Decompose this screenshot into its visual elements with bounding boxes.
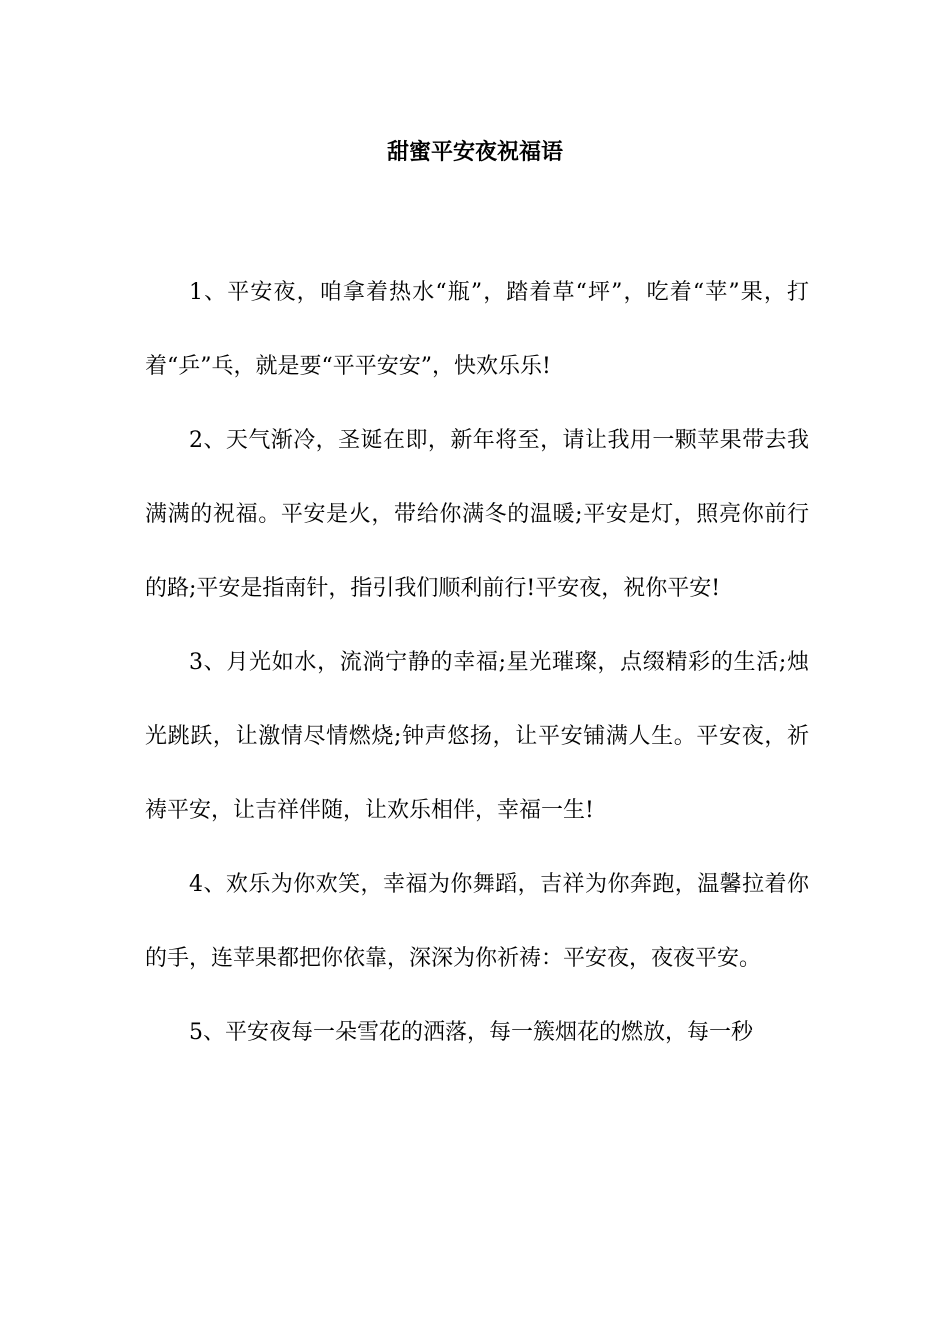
paragraph-5: 5、平安夜每一朵雪花的洒落，每一簇烟花的燃放，每一秒 — [189, 1020, 753, 1045]
page-title: 甜蜜平安夜祝福语 — [386, 140, 563, 165]
document-body — [145, 256, 809, 1070]
paragraph-4: 4、欢乐为你欢笑，幸福为你舞蹈，吉祥为你奔跑，温馨拉着你的手，连苹果都把你依靠，深深为你祈祷：平安夜，夜夜平安。 — [145, 872, 809, 971]
paragraph-2: 2、天气渐冷，圣诞在即，新年将至，请让我用一颗苹果带去我满满的祝福。平安是火，带给你满冬的温暖;平安是灯，照亮你前行的路;平安是指南针，指引我们顺利前行!平安夜，祝你平安! — [145, 428, 809, 601]
paragraph-3: 3、月光如水，流淌宁静的幸福;星光璀璨，点缀精彩的生活;烛光跳跃，让激情尽情燃烧;钟声悠扬，让平安铺满人生。平安夜，祈祷平安，让吉祥伴随，让欢乐相伴，幸福一生! — [145, 650, 809, 823]
paragraph-1: 1、平安夜，咱拿着热水“瓶”，踏着草“坪”，吃着“苹”果，打着“乒”乓，就是要“平平安安”，快欢乐乐! — [145, 280, 809, 379]
